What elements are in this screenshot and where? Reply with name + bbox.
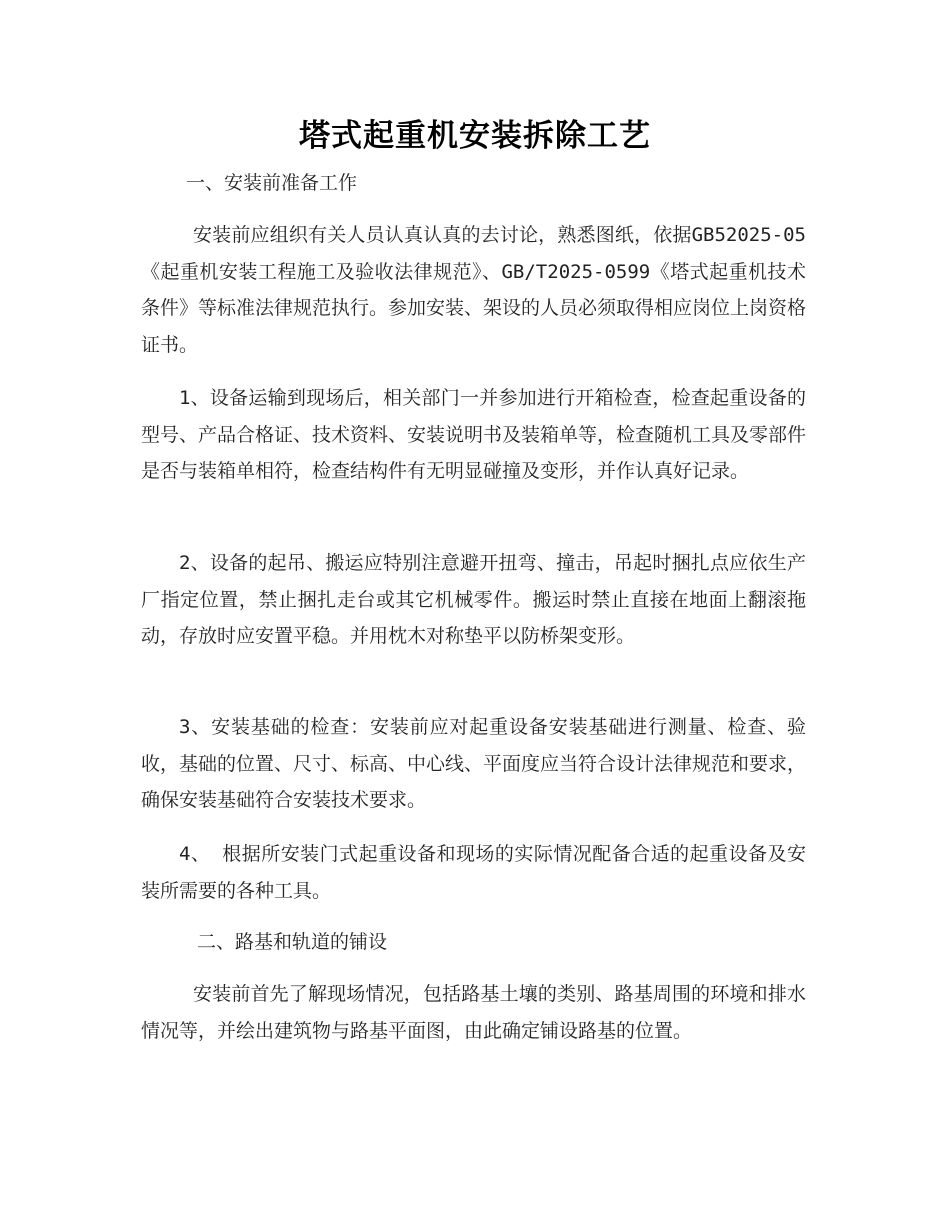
list-item-transport: 2、设备的起吊、搬运应特别注意避开扭弯、撞击，吊起时捆扎点应依生产厂指定位置，禁止捆扎走台或其它机械零件。搬运时禁止直接在地面上翻滚拖动，存放时应安置平稳。并用枕木对称垫平以防桥架变形。 [141, 552, 806, 647]
list-item-foundation-check: 3、安装基础的检查：安装前应对起重设备安装基础进行测量、检查、验收，基础的位置、尺寸、标高、中心线、平面度应当符合设计法律规范和要求，确保安装基础符合安装技术要求。 [141, 716, 807, 811]
intro-paragraph: 安装前应组织有关人员认真认真的去讨论，熟悉图纸，依据GB52025-05《起重机安装工程施工及验收法律规范》、GB/T2025-0599《塔式起重机技术条件》等标准法律规范执行。参加安装、架设的人员必须取得相应岗位上岗资格证书。 [141, 224, 807, 356]
roadbed-paragraph: 安装前首先了解现场情况，包括路基土壤的类别、路基周围的环境和排水情况等，并绘出建筑物与路基平面图，由此确定铺设路基的位置。 [141, 983, 806, 1042]
list-item-inspection: 1、设备运输到现场后，相关部门一并参加进行开箱检查，检查起重设备的型号、产品合格证、技术资料、安装说明书及装箱单等，检查随机工具及零部件是否与装箱单相符，检查结构件有无明显碰撞及变形，并作认真好记录。 [141, 387, 807, 482]
document-title: 塔式起重机安装拆除工艺 [299, 118, 651, 154]
section-heading-preparation: 一、安装前准备工作 [186, 172, 358, 194]
list-item-equipment: 4、 根据所安装门式起重设备和现场的实际情况配备合适的起重设备及安装所需要的各种工具。 [141, 843, 806, 902]
section-heading-roadbed: 二、路基和轨道的铺设 [197, 931, 388, 953]
